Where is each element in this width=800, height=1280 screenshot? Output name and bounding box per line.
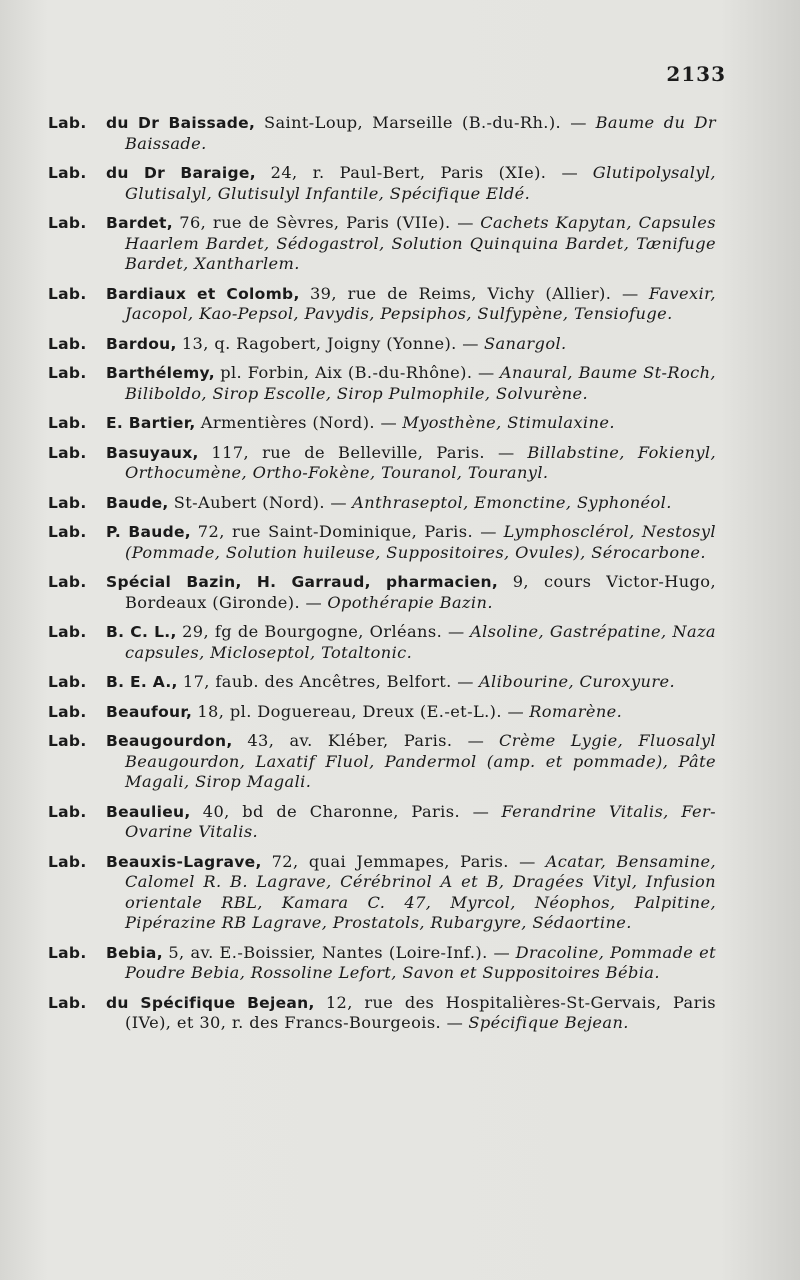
- entry-prefix: Lab.: [48, 702, 87, 721]
- lab-entry: [48, 943, 716, 984]
- product-list: Alsoline, Gastrépatine, Naza capsules, Micloseptol, Totaltonic.: [125, 622, 716, 662]
- entry-prefix: Lab.: [48, 523, 87, 541]
- product-list: Spécifique Bejean.: [468, 1013, 629, 1032]
- lab-entry: [48, 284, 716, 325]
- lab-address: 43, av. Kléber, Paris. —: [247, 731, 485, 750]
- lab-name: Bardiaux et Colomb,: [106, 284, 300, 303]
- lab-address: 72, rue Saint-Dominique, Paris. —: [197, 522, 497, 541]
- product-list: Dracoline, Pommade et Poudre Bebia, Rossoline Lefort, Savon et Suppositoires Bébia.: [125, 942, 716, 982]
- lab-entry: [48, 363, 716, 404]
- lab-address: 117, rue de Belleville, Paris. —: [211, 442, 515, 462]
- lab-entry: [48, 413, 716, 434]
- product-list: Favexir, Jacopol, Kao-Pepsol, Pavydis, Pepsiphos, Sulfypène, Tensiofuge.: [125, 283, 716, 323]
- lab-name: Bardet,: [106, 214, 173, 232]
- lab-name: B. E. A.,: [106, 673, 178, 691]
- product-list: Acatar, Bensamine, Calomel R. B. Lagrave, Cérébrinol A et B, Dragées Vityl, Infusion orientale RBL, Kamara C. 47, Myrcol, Néophos, Palpitine, Pipérazine RB Lagrave, Prostatols, Rubargyre, Sédaortine.: [125, 851, 716, 932]
- lab-entry: [48, 572, 716, 613]
- lab-name: Beaugourdon,: [106, 732, 233, 750]
- product-list: Sanargol.: [484, 333, 567, 353]
- lab-address: 40, bd de Charonne, Paris. —: [202, 801, 490, 821]
- lab-address: 13, q. Ragobert, Joigny (Yonne). —: [181, 333, 479, 353]
- lab-entry: [48, 113, 716, 154]
- lab-name: Beaulieu,: [106, 802, 191, 821]
- lab-entry: [48, 993, 716, 1034]
- lab-address: Armentières (Nord). —: [200, 413, 398, 432]
- lab-name: du Dr Baissade,: [106, 114, 256, 132]
- lab-name: du Dr Baraige,: [106, 164, 256, 182]
- product-list: Crème Lygie, Fluosalyl Beaugourdon, Laxatif Fluol, Pandermol (amp. et pommade), Pâte Magali, Sirop Magali.: [125, 731, 716, 791]
- lab-name: Bardou,: [106, 334, 177, 353]
- lab-entry: [48, 802, 716, 843]
- entry-prefix: Lab.: [48, 852, 87, 871]
- lab-address: 12, rue des Hospitalières-St-Gervais, Paris (IVe), et 30, r. des Francs-Bourgeois. —: [125, 992, 717, 1032]
- lab-entry: [48, 731, 716, 793]
- lab-name: Baude,: [106, 493, 169, 512]
- lab-name: P. Baude,: [106, 523, 191, 541]
- product-list: Alibourine, Curoxyure.: [478, 672, 675, 691]
- laboratory-list: [48, 113, 716, 1043]
- lab-entry: [48, 622, 716, 663]
- lab-entry: [48, 522, 716, 563]
- lab-name: Spécial Bazin, H. Garraud, pharmacien,: [106, 573, 499, 591]
- lab-name: Beauxis-Lagrave,: [106, 852, 262, 871]
- entry-prefix: Lab.: [48, 623, 87, 641]
- product-list: Billabstine, Fokienyl, Orthocumène, Ortho-Fokène, Touranol, Touranyl.: [125, 442, 716, 482]
- lab-address: 39, rue de Reims, Vichy (Allier). —: [309, 283, 639, 303]
- entry-prefix: Lab.: [48, 573, 87, 591]
- lab-name: B. C. L.,: [106, 623, 177, 641]
- lab-entry: [48, 852, 716, 934]
- lab-address: 24, r. Paul-Bert, Paris (XIe). —: [270, 163, 579, 182]
- lab-entry: [48, 672, 716, 693]
- entry-prefix: Lab.: [48, 284, 87, 303]
- lab-address: 29, fg de Bourgogne, Orléans. —: [182, 622, 465, 641]
- lab-entry: [48, 493, 716, 514]
- product-list: Glutipolysalyl, Glutisalyl, Glutisulyl Infantile, Spécifique Eldé.: [125, 163, 716, 203]
- entry-prefix: Lab.: [48, 493, 87, 512]
- lab-entry: [48, 702, 716, 723]
- product-list: Cachets Kapytan, Capsules Haarlem Bardet, Sédogastrol, Solution Quinquina Bardet, Tænifuge Bardet, Xantharlem.: [125, 213, 716, 273]
- lab-entry: [48, 443, 716, 484]
- entry-prefix: Lab.: [48, 114, 87, 132]
- lab-address: Saint-Loup, Marseille (B.-du-Rh.). —: [263, 113, 587, 132]
- entry-prefix: Lab.: [48, 164, 87, 182]
- lab-name: Barthélemy,: [106, 364, 215, 382]
- lab-name: du Spécifique Bejean,: [106, 993, 315, 1012]
- lab-name: Basuyaux,: [106, 443, 199, 462]
- entry-prefix: Lab.: [48, 443, 87, 462]
- entry-prefix: Lab.: [48, 802, 87, 821]
- entry-prefix: Lab.: [48, 364, 87, 382]
- product-list: Romarène.: [529, 701, 623, 721]
- lab-address: 9, cours Victor-Hugo, Bordeaux (Gironde). —: [125, 572, 716, 612]
- lab-address: 76, rue de Sèvres, Paris (VIIe). —: [179, 213, 474, 232]
- entry-prefix: Lab.: [48, 943, 87, 962]
- lab-address: 72, quai Jemmapes, Paris. —: [271, 851, 536, 871]
- lab-entry: [48, 334, 716, 355]
- entry-prefix: Lab.: [48, 334, 87, 353]
- lab-address: 5, av. E.-Boissier, Nantes (Loire-Inf.). —: [168, 942, 511, 962]
- entry-prefix: Lab.: [48, 993, 87, 1012]
- lab-address: 17, faub. des Ancêtres, Belfort. —: [182, 672, 474, 691]
- lab-name: E. Bartier,: [106, 414, 196, 432]
- lab-entry: [48, 163, 716, 204]
- page-number: 2133: [666, 62, 726, 86]
- product-list: Baume du Dr Baissade.: [125, 113, 716, 153]
- product-list: Opothérapie Bazin.: [327, 592, 493, 612]
- product-list: Myosthène, Stimulaxine.: [402, 413, 615, 432]
- product-list: Lymphosclérol, Nestosyl (Pommade, Solution huileuse, Suppositoires, Ovules), Sérocarbone.: [125, 522, 716, 562]
- lab-name: Bebia,: [106, 943, 163, 962]
- product-list: Anaural, Baume St-Roch, Biliboldo, Sirop Escolle, Sirop Pulmophile, Solvurène.: [125, 363, 716, 403]
- entry-prefix: Lab.: [48, 673, 87, 691]
- product-list: Anthraseptol, Emonctine, Syphonéol.: [352, 492, 672, 512]
- entry-prefix: Lab.: [48, 414, 87, 432]
- entry-prefix: Lab.: [48, 732, 87, 750]
- entry-prefix: Lab.: [48, 214, 87, 232]
- product-list: Ferandrine Vitalis, Fer-Ovarine Vitalis.: [125, 801, 717, 841]
- lab-entry: [48, 213, 716, 275]
- lab-name: Beaufour,: [106, 702, 193, 721]
- lab-address: St-Aubert (Nord). —: [173, 492, 347, 512]
- lab-address: pl. Forbin, Aix (B.-du-Rhône). —: [220, 363, 495, 382]
- lab-address: 18, pl. Doguereau, Dreux (E.-et-L.). —: [197, 701, 525, 721]
